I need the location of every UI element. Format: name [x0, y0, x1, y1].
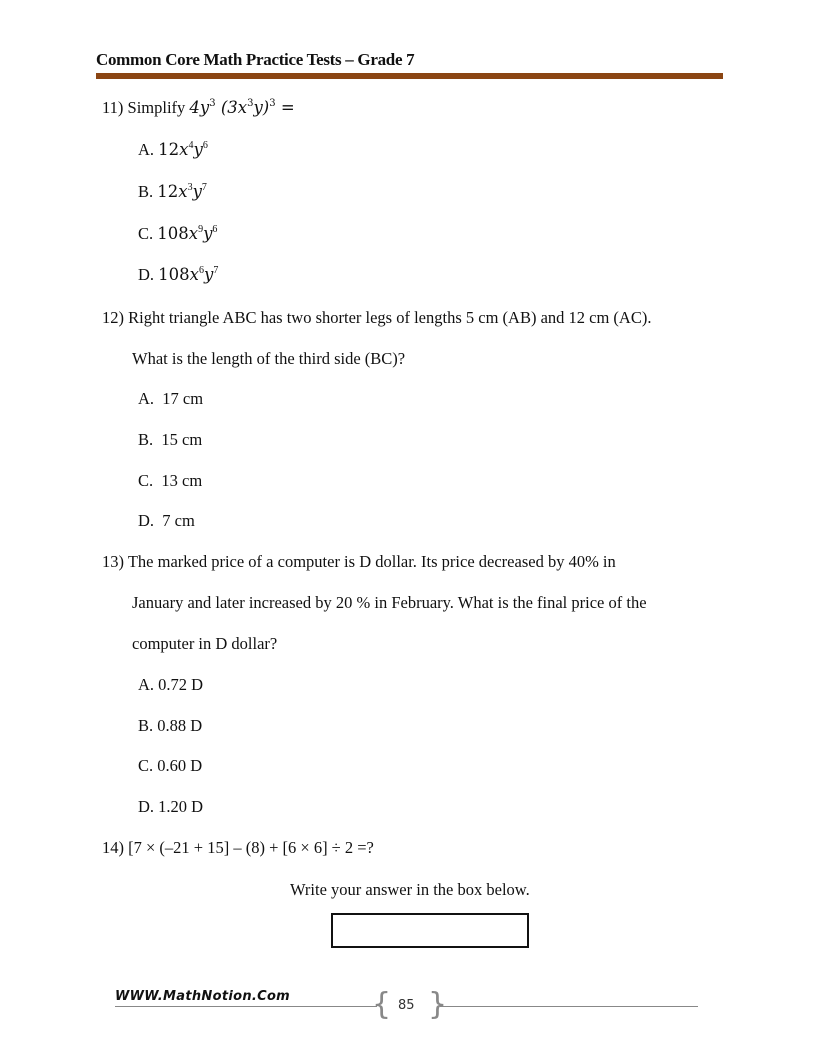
- option-exp: 6: [198, 265, 204, 276]
- option-letter: A.: [138, 140, 155, 159]
- option-var: x: [188, 224, 199, 243]
- question-line: January and later increased by 20 % in February. What is the final price of the: [132, 593, 647, 612]
- option-var: y: [193, 140, 203, 159]
- option-var: x: [189, 265, 199, 284]
- option-var: y: [192, 182, 202, 201]
- header-rule: [96, 73, 723, 79]
- page-bracket-left: {: [372, 987, 392, 1022]
- option-coef: 108: [157, 224, 189, 243]
- option-letter: C.: [138, 756, 154, 775]
- option-exp: 6: [202, 140, 208, 151]
- question-prompt: Simplify: [127, 98, 186, 117]
- footer-site[interactable]: WWW.MathNotion.Com: [115, 989, 291, 1004]
- option-exp: 7: [213, 265, 219, 276]
- option-var: x: [179, 140, 189, 159]
- option-text: 15 cm: [161, 430, 203, 449]
- option-11a[interactable]: [138, 140, 208, 160]
- option-12c[interactable]: [138, 471, 202, 491]
- footer-divider: [115, 1006, 377, 1007]
- option-var: y: [203, 265, 214, 284]
- question-line: What is the length of the third side (BC)?: [132, 349, 406, 368]
- option-var: y: [203, 224, 213, 243]
- option-text: 0.60 D: [157, 756, 203, 775]
- option-11d[interactable]: [138, 265, 218, 285]
- option-coef: 108: [158, 265, 190, 284]
- math-token: y): [253, 98, 270, 117]
- math-token: =: [275, 98, 295, 117]
- option-letter: D.: [138, 265, 155, 284]
- question-line: The marked price of a computer is D dollar. Its price decreased by 40% in: [127, 552, 616, 571]
- option-letter: C.: [138, 471, 154, 490]
- page-bracket-right: }: [428, 987, 448, 1022]
- answer-box[interactable]: [331, 913, 529, 948]
- math-token: (3x: [215, 98, 248, 117]
- option-text: 1.20 D: [158, 797, 204, 816]
- option-letter: B.: [138, 430, 154, 449]
- option-letter: B.: [138, 716, 154, 735]
- math-exponent: 3: [209, 98, 216, 109]
- option-13d[interactable]: [138, 797, 203, 817]
- option-12b[interactable]: [138, 430, 202, 450]
- option-exp: 6: [212, 224, 218, 235]
- question-number: 11): [102, 98, 124, 117]
- option-13c[interactable]: [138, 756, 202, 776]
- question-number: 14): [102, 838, 124, 857]
- question-13: [102, 552, 616, 572]
- option-text: 13 cm: [161, 471, 203, 490]
- option-exp: 7: [201, 182, 207, 193]
- question-math: [189, 98, 294, 117]
- option-letter: C.: [138, 224, 154, 243]
- option-text: 0.88 D: [157, 716, 203, 735]
- option-letter: D.: [138, 797, 155, 816]
- question-11: [102, 98, 295, 118]
- option-letter: A.: [138, 389, 155, 408]
- page-header-title: Common Core Math Practice Tests – Grade 7: [96, 50, 415, 69]
- option-12d[interactable]: [138, 511, 195, 531]
- option-letter: D.: [138, 511, 155, 530]
- option-letter: A.: [138, 675, 155, 694]
- question-number: 12): [102, 308, 124, 327]
- option-13a[interactable]: [138, 675, 203, 695]
- footer-divider: [440, 1006, 698, 1007]
- math-exponent: 3: [269, 98, 276, 109]
- option-text: 0.72 D: [158, 675, 204, 694]
- answer-prompt: Write your answer in the box below.: [290, 880, 530, 899]
- math-exponent: 3: [247, 98, 254, 109]
- option-text: 17 cm: [162, 389, 204, 408]
- question-14: [102, 838, 374, 858]
- question-line: Right triangle ABC has two shorter legs of lengths 5 cm (AB) and 12 cm (AC).: [128, 308, 652, 327]
- math-token: 4y: [189, 98, 210, 117]
- page-number: 85: [398, 998, 415, 1013]
- option-exp: 9: [198, 224, 204, 235]
- question-line: computer in D dollar?: [132, 634, 278, 653]
- option-13b[interactable]: [138, 716, 202, 736]
- question-number: 13): [102, 552, 124, 571]
- option-coef: 12: [157, 182, 179, 201]
- question-line: [7 × (–21 + 15] – (8) + [6 × 6] ÷ 2 =?: [128, 838, 374, 857]
- option-letter: B.: [138, 182, 154, 201]
- option-12a[interactable]: [138, 389, 203, 409]
- option-exp: 4: [188, 140, 194, 151]
- option-var: x: [178, 182, 188, 201]
- option-exp: 3: [187, 182, 193, 193]
- option-coef: 12: [158, 140, 180, 159]
- option-11c[interactable]: [138, 224, 217, 244]
- option-11b[interactable]: [138, 182, 207, 202]
- option-text: 7 cm: [162, 511, 195, 530]
- question-12: [102, 308, 651, 328]
